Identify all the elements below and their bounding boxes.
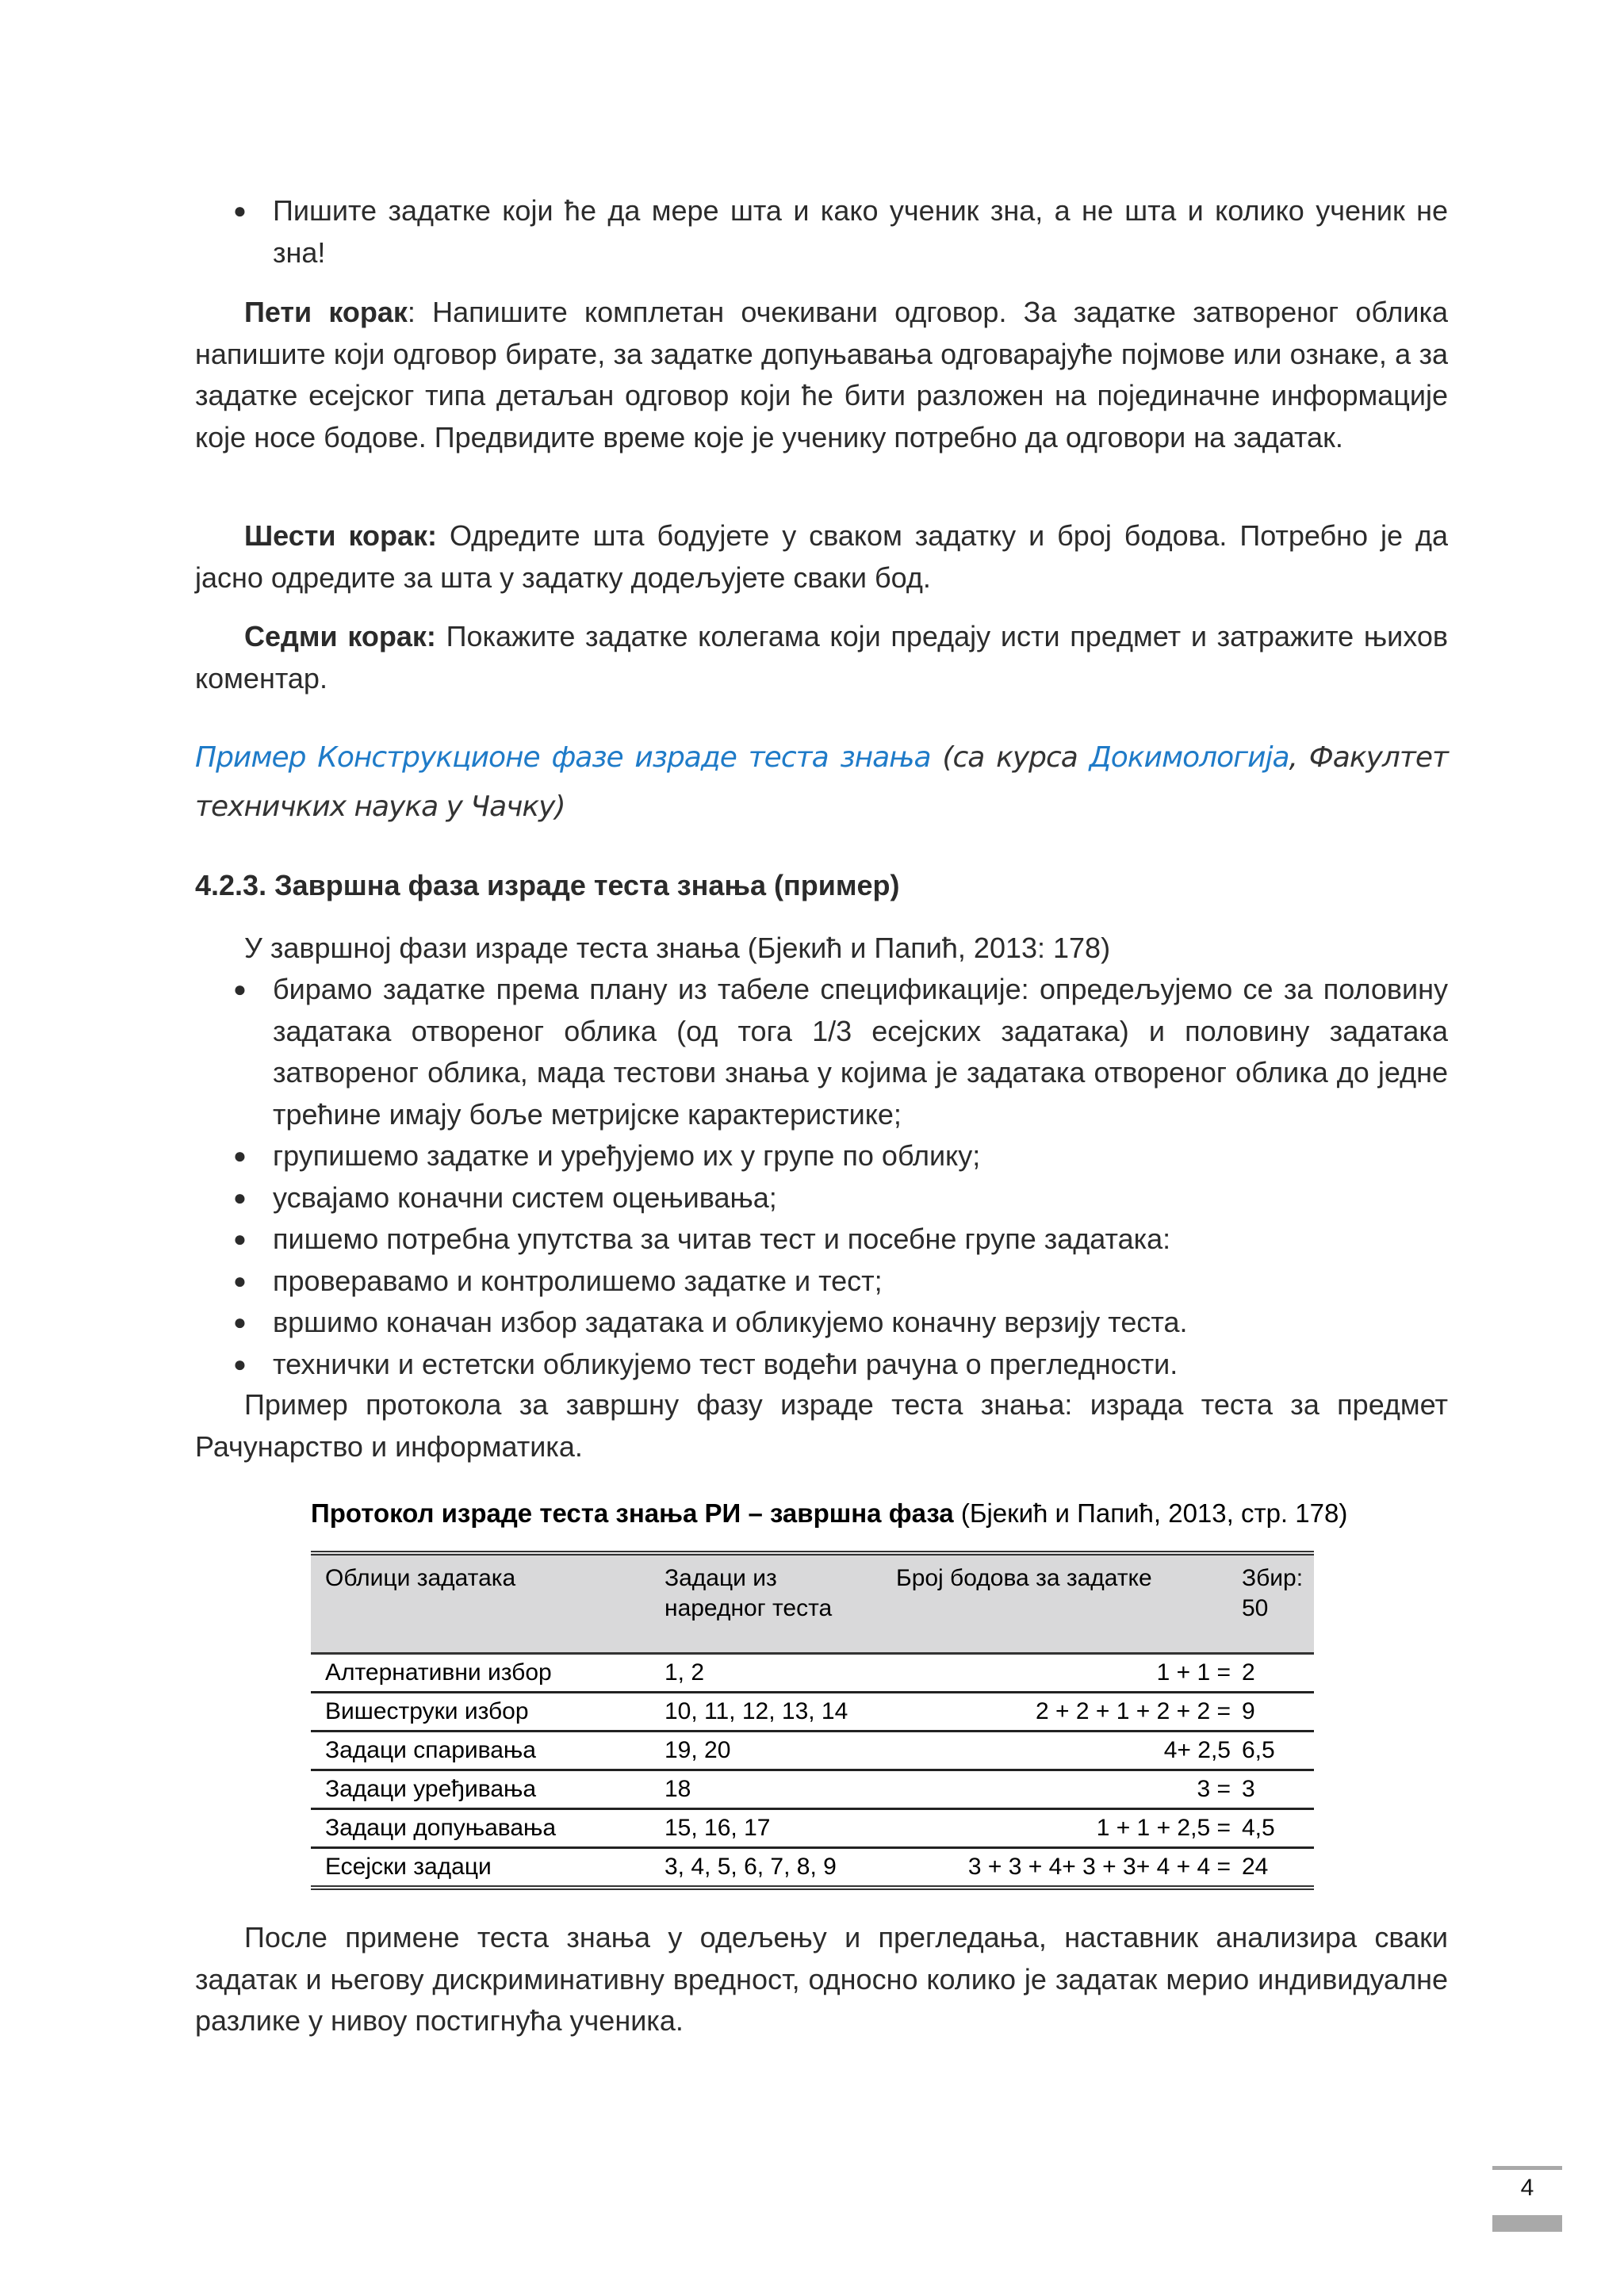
- form-cell: Есејски задаци: [311, 1848, 650, 1888]
- table-row: [311, 1693, 1314, 1732]
- step-sep: :: [407, 296, 416, 328]
- items-cell: 3, 4, 5, 6, 7, 8, 9: [650, 1848, 882, 1888]
- protocol-table: [311, 1551, 1314, 1890]
- items-cell: 1, 2: [650, 1654, 882, 1693]
- step-text: Одредите шта бодујете у сваком задатку и број бодова. Потребно је да јасно одредите за шта у задатку додељујете сваки бод.: [195, 519, 1448, 594]
- bullet-text: Пишите задатке који ће да мере шта и како ученик зна, а не шта и колико ученик не зна!: [273, 194, 1448, 269]
- list-item: [195, 1302, 1448, 1344]
- bullet-text: пишемо потребна упутства за читав тест и посебне групе задатака:: [273, 1223, 1171, 1255]
- sum-cell: 3: [1242, 1770, 1314, 1809]
- items-cell: 15, 16, 17: [650, 1809, 882, 1848]
- items-cell: 18: [650, 1770, 882, 1809]
- form-cell: Вишеструки избор: [311, 1693, 650, 1732]
- ref-middle: (са курса: [930, 741, 1090, 774]
- points-cell: 3 =: [882, 1770, 1242, 1809]
- bullet-text: вршимо коначан избор задатака и обликујемо коначну верзију теста.: [273, 1306, 1188, 1338]
- list-item: [195, 1219, 1448, 1261]
- step-six-paragraph: [195, 515, 1448, 599]
- step-seven-paragraph: [195, 616, 1448, 699]
- bullet-text: технички и естетски обликујемо тест водећи рачуна о прегледности.: [273, 1347, 1178, 1380]
- bullet-text: проверавамо и контролишемо задатке и тест;: [273, 1264, 883, 1297]
- sum-cell: 6,5: [1242, 1732, 1314, 1770]
- footer-bar: [1492, 2215, 1562, 2232]
- closing-paragraph: [195, 1917, 1448, 2042]
- table-row: [311, 1848, 1314, 1888]
- bullet-text: бирамо задатке према плану из табеле спецификације: опредељујемо се за половину задатака отвореног облика (од тога 1/3 есејских задатака) и половину задатака затвореног облика, мада тестови знања у којима је задатака отвореног облика до једне трећине имају боље метријске карактеристике;: [273, 973, 1448, 1131]
- table-row: [311, 1732, 1314, 1770]
- points-cell: 4+ 2,5: [882, 1732, 1242, 1770]
- step-text: Покажите задатке колегама који предају исти предмет и затражите њихов коментар.: [195, 620, 1448, 695]
- table-caption: [311, 1498, 1347, 1529]
- list-item: [195, 1135, 1448, 1177]
- outro-text: Пример протокола за завршну фазу израде теста знања: израда теста за предмет Рачунарство и информатика.: [195, 1388, 1448, 1463]
- ref-tail: , Факултет техничких наука у Чачку): [195, 741, 1448, 823]
- intro-text: У завршној фази израде теста знања (Бјекић и Папић, 2013: 178): [244, 932, 1111, 964]
- bullet-icon: ●: [233, 1268, 247, 1293]
- bullet-text: усвајамо коначни систем оцењивања;: [273, 1181, 777, 1214]
- table-row: [311, 1654, 1314, 1693]
- list-item: [195, 1177, 1448, 1219]
- items-cell: 19, 20: [650, 1732, 882, 1770]
- bullet-icon: ●: [233, 977, 247, 1001]
- course-link[interactable]: Докимологија: [1089, 741, 1289, 774]
- closing-text: После примене теста знања у одељењу и прегледања, наставник анализира сваки задатак и његову дискриминативну вредност, односно колико је задатак мерио индивидуалне разлике у нивоу постигнућа ученика.: [195, 1921, 1448, 2037]
- bullet-icon: ●: [233, 198, 247, 223]
- bullet-icon: ●: [233, 1143, 247, 1168]
- section-intro: [195, 928, 1448, 970]
- form-cell: Алтернативни избор: [311, 1654, 650, 1693]
- points-cell: 2 + 2 + 1 + 2 + 2 =: [882, 1693, 1242, 1732]
- step-five-paragraph: [195, 292, 1448, 458]
- list-item: [195, 1261, 1448, 1303]
- sum-cell: 9: [1242, 1693, 1314, 1732]
- points-cell: 1 + 1 + 2,5 =: [882, 1809, 1242, 1848]
- bullet-text: групишемо задатке и уређујемо их у групе по облику;: [273, 1139, 981, 1172]
- section-outro: [195, 1384, 1448, 1468]
- points-cell: 3 + 3 + 4+ 3 + 3+ 4 + 4 =: [882, 1848, 1242, 1888]
- table-row: [311, 1809, 1314, 1848]
- points-cell: 1 + 1 =: [882, 1654, 1242, 1693]
- table-header-row: [311, 1553, 1314, 1654]
- sum-cell: 2: [1242, 1654, 1314, 1693]
- footer-divider: [1492, 2166, 1562, 2170]
- example-reference: [195, 733, 1448, 832]
- form-cell: Задаци спаривања: [311, 1732, 650, 1770]
- bullet-icon: ●: [233, 1351, 247, 1376]
- example-link[interactable]: Пример Конструкционе фазе израде теста знања: [195, 741, 931, 774]
- caption-title: Протокол израде теста знања РИ – завршна фаза: [311, 1498, 954, 1528]
- list-item: [195, 1344, 1448, 1386]
- header-cell: Облици задатака: [325, 1565, 516, 1591]
- step-label: Пети корак: [244, 296, 408, 328]
- top-bullet-list: [195, 190, 1448, 274]
- section-bullet-list: [195, 969, 1448, 1385]
- sum-cell: 4,5: [1242, 1809, 1314, 1848]
- page-number: 4: [1520, 2175, 1534, 2201]
- header-cell: Број бодова за задатке: [896, 1565, 1152, 1591]
- section-heading: 4.2.3. Завршна фаза израде теста знања (пример): [195, 869, 900, 901]
- list-item: [195, 190, 1448, 274]
- sum-cell: 24: [1242, 1848, 1314, 1888]
- table-row: [311, 1770, 1314, 1809]
- step-label: Седми корак:: [244, 620, 436, 652]
- form-cell: Задаци допуњавања: [311, 1809, 650, 1848]
- bullet-icon: ●: [233, 1184, 247, 1210]
- header-cell: Задаци из наредног теста: [665, 1565, 833, 1621]
- step-text: Напишите комплетан очекивани одговор. За задатке затвореног облика напишите који одговор бирате, за задатке допуњавања одговарајуће појмове или ознаке, а за задатке есејског типа детаљан одговор који ће бити разложен на појединачне информације које носе бодове. Предвидите време које је ученику потребно да одговори на задатак.: [195, 296, 1449, 453]
- form-cell: Задаци уређивања: [311, 1770, 650, 1809]
- items-cell: 10, 11, 12, 13, 14: [650, 1693, 882, 1732]
- caption-source: (Бјекић и Папић, 2013, стр. 178): [953, 1498, 1348, 1528]
- list-item: [195, 969, 1448, 1135]
- step-label: Шести корак:: [244, 519, 437, 552]
- bullet-icon: ●: [233, 1226, 247, 1251]
- bullet-icon: ●: [233, 1310, 247, 1334]
- header-cell: Збир: 50: [1242, 1565, 1304, 1621]
